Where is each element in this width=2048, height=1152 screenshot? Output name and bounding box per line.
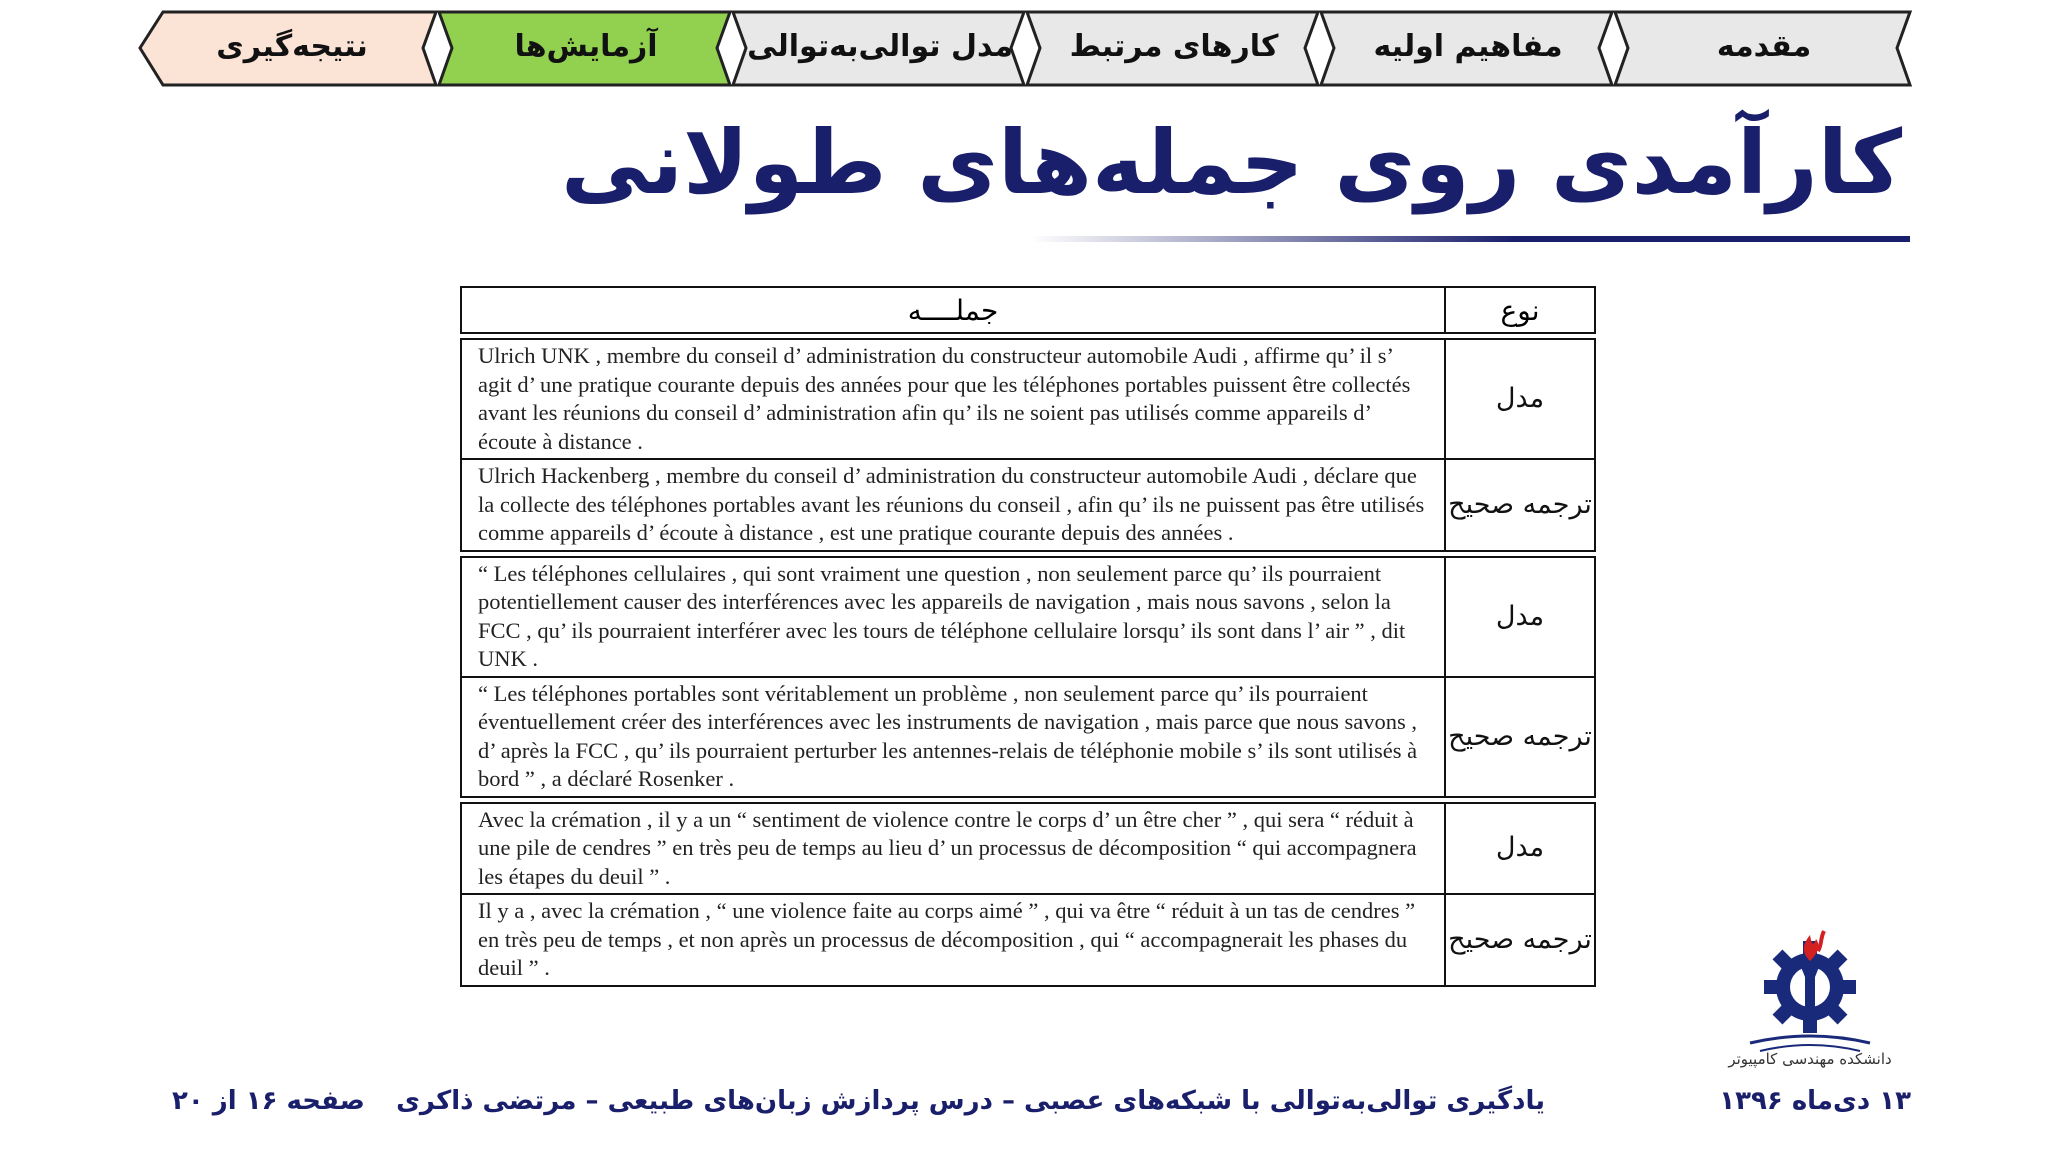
nav-tab-conclusion[interactable]: نتیجه‌گیری (216, 28, 368, 64)
table-row (462, 558, 1594, 676)
nav-tab-basics[interactable]: مفاهیم اولیه (1373, 28, 1563, 64)
type-cell: ترجمه صحیح (1448, 488, 1592, 520)
header-type: نوع (1500, 293, 1540, 327)
sentence-cell: “ Les téléphones cellulaires , qui sont vraiment une question , non seulement parce qu’ ils pourraient potentiellement causer des interférences avec les appareils de navigation , mais nous savons , selon la FCC , qu’ ils pourraient interférer avec les tours de téléphone cellulaire lorsqu’ ils sont dans l’ air ” , dit UNK . (462, 558, 1446, 676)
type-cell: مدل (1495, 383, 1545, 414)
sentence-cell: Ulrich UNK , membre du conseil d’ administration du constructeur automobile Audi , affirme qu’ il s’ agit d’ une pratique courante depuis des années pour que les téléphones portables puissent être collectés avant les réunions du conseil d’ administration afin qu’ ils ne soient pas utilisés comme appareils d’ écoute à distance . (462, 340, 1446, 458)
title-underline (1030, 236, 1910, 242)
section-nav (0, 0, 2048, 100)
nav-tab-related[interactable]: کارهای مرتبط (1069, 28, 1279, 64)
page-title: کارآمدی روی جمله‌های طولانی (560, 111, 1902, 214)
table-row (462, 804, 1594, 894)
footer-date: ۱۳ دی‌ماه ۱۳۹۶ (1719, 1086, 1911, 1116)
logo-caption: دانشکده مهندسی کامپیوتر (1728, 1050, 1892, 1068)
sentence-cell: “ Les téléphones portables sont véritablement un problème , non seulement parce qu’ ils pourraient éventuellement créer des interférences avec les instruments de navigation , mais parce que nous savons , d’ après la FCC , qu’ ils pourraient perturber les antennes-relais de téléphonie mobile s’ ils sont utilisés à bord ” , a déclaré Rosenker . (462, 678, 1446, 796)
table-group (460, 802, 1596, 987)
type-cell: مدل (1495, 832, 1545, 864)
nav-tab-intro[interactable]: مقدمه (1716, 28, 1812, 64)
table-row (462, 893, 1594, 985)
sentence-cell: Il y a , avec la crémation , “ une violence faite au corps aimé ” , qui va être “ réduit à un tas de cendres ” en très peu de temps , et non après un processus de décomposition , qui “ accompagnerait les phases du deuil ” . (462, 895, 1446, 985)
header-sentence: جملــــه (462, 288, 1446, 332)
sentence-cell: Avec la crémation , il y a un “ sentiment de violence contre le corps d’ un être cher ” , qui sera “ réduit à une pile de cendres ” en très peu de temps au lieu d’ un processus de décomposition “ qui accompagnera les étapes du deuil ” . (462, 804, 1446, 894)
table-group (460, 338, 1596, 552)
table-row (462, 340, 1594, 458)
table-group (460, 556, 1596, 798)
table-header (460, 286, 1596, 334)
type-cell: مدل (1495, 600, 1545, 632)
sentence-table (460, 286, 1596, 987)
table-row (462, 458, 1594, 550)
footer-page: صفحه ۱۶ از ۲۰ (172, 1086, 365, 1116)
type-cell: ترجمه صحیح (1448, 923, 1592, 955)
table-row (462, 676, 1594, 796)
type-cell: ترجمه صحیح (1448, 720, 1592, 752)
nav-tab-seq2seq[interactable]: مدل توالی‌به‌توالی (747, 28, 1013, 64)
nav-tab-experiments[interactable]: آزمایش‌ها (514, 28, 658, 64)
footer-course: یادگیری توالی‌به‌توالی با شبکه‌های عصبی – درس پردازش زبان‌های طبیعی – مرتضی ذاکری (396, 1086, 1545, 1116)
sentence-cell: Ulrich Hackenberg , membre du conseil d’ administration du constructeur automobile Audi , déclare que la collecte des téléphones portables avant les réunions du conseil , afin qu’ ils ne puissent pas être utilisés comme appareils d’ écoute à distance , est une pratique courante depuis des années . (462, 460, 1446, 550)
